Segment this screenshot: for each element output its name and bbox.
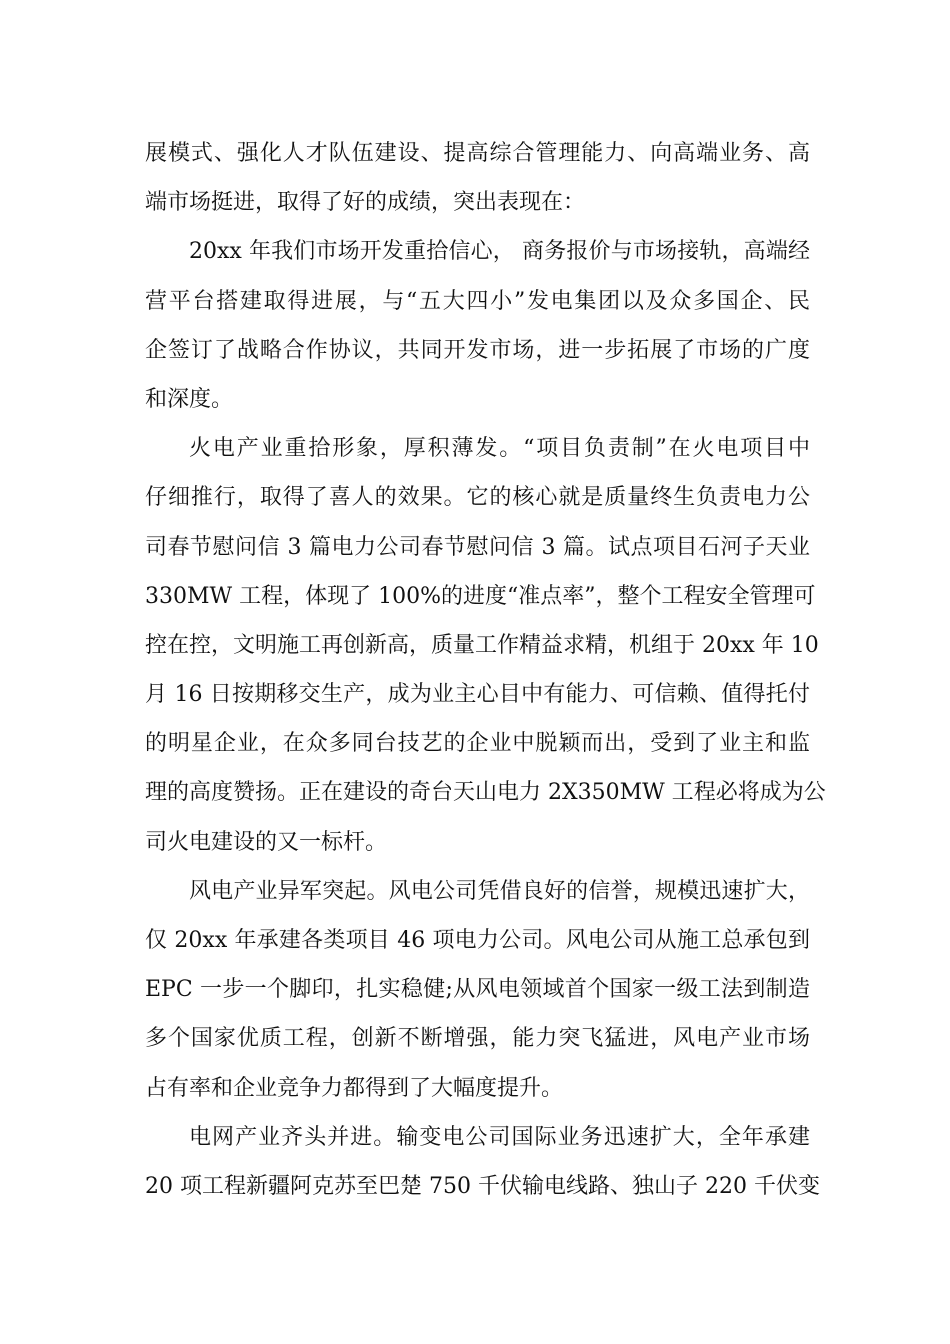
text-line: 风电产业异军突起。风电公司凭借良好的信誉，规模迅速扩大， xyxy=(189,878,810,904)
text-line: 电网产业齐头并进。输变电公司国际业务迅速扩大，全年承建 xyxy=(189,1124,810,1150)
text-line: 司火电建设的又一标杆。 xyxy=(145,829,388,855)
text-line: 和深度。 xyxy=(145,386,234,412)
text-line: 控在控，文明施工再创新高，质量工作精益求精，机组于 20xx 年 10 xyxy=(145,632,819,658)
body-text xyxy=(145,129,826,1211)
text-line: 营平台搭建取得进展，与“五大四小”发电集团以及众多国企、民 xyxy=(145,288,810,314)
text-line: 占有率和企业竞争力都得到了大幅度提升。 xyxy=(145,1075,564,1101)
text-line: 理的高度赞扬。正在建设的奇台天山电力 2X350MW 工程必将成为公 xyxy=(145,780,826,806)
text-line: 的明星企业，在众多同台技艺的企业中脱颖而出，受到了业主和监 xyxy=(145,731,810,757)
text-line: 20 项工程新疆阿克苏至巴楚 750 千伏输电线路、独山子 220 千伏变 xyxy=(145,1173,820,1199)
text-line: EPC 一步一个脚印，扎实稳健;从风电领域首个国家一级工法到制造 xyxy=(145,977,810,1003)
text-line: 司春节慰问信 3 篇电力公司春节慰问信 3 篇。试点项目石河子天业 xyxy=(145,534,810,560)
text-line: 展模式、强化人才队伍建设、提高综合管理能力、向高端业务、高 xyxy=(145,141,810,166)
text-line: 330MW 工程，体现了 100%的进度“准点率”，整个工程安全管理可 xyxy=(145,583,816,609)
text-line: 企签订了战略合作协议，共同开发市场，进一步拓展了市场的广度 xyxy=(145,337,810,363)
text-line: 多个国家优质工程，创新不断增强，能力突飞猛进，风电产业市场 xyxy=(145,1026,810,1052)
text-line: 仔细推行，取得了喜人的效果。它的核心就是质量终生负责电力公 xyxy=(145,485,810,511)
text-line: 20xx 年我们市场开发重拾信心， 商务报价与市场接轨，高端经 xyxy=(189,239,810,265)
text-line: 火电产业重拾形象，厚积薄发。“项目负责制”在火电项目中 xyxy=(189,436,810,462)
text-line: 端市场挺进，取得了好的成绩，突出表现在： xyxy=(145,190,586,216)
text-line: 仅 20xx 年承建各类项目 46 项电力公司。风电公司从施工总承包到 xyxy=(145,928,810,953)
text-line: 月 16 日按期移交生产，成为业主心目中有能力、可信赖、值得托付 xyxy=(145,682,810,708)
